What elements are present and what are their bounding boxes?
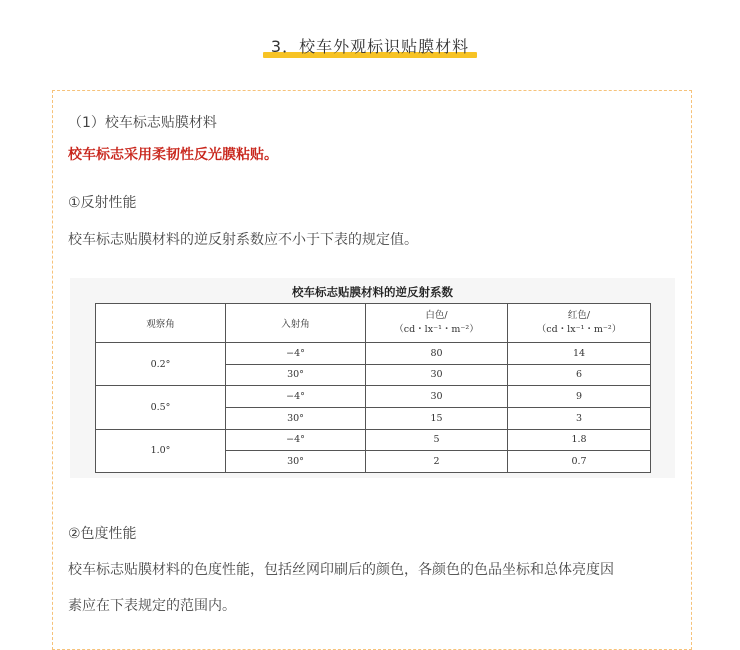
- cell-red-value: 9: [508, 386, 651, 408]
- reflect-heading: ①反射性能: [68, 195, 137, 211]
- reflectivity-table: [95, 303, 651, 473]
- reflect-description: 校车标志贴膜材料的逆反射系数应不小于下表的规定值。: [68, 232, 418, 248]
- cell-red-value: 6: [508, 364, 651, 386]
- section-title: [0, 34, 740, 57]
- section-title-text: [263, 34, 477, 57]
- header-red: [508, 304, 651, 343]
- header-white: [366, 304, 508, 343]
- cell-observation-angle: 0.2°: [96, 343, 226, 386]
- cell-observation-angle: 1.0°: [96, 429, 226, 472]
- cell-observation-angle: 0.5°: [96, 386, 226, 429]
- color-description-line2: 素应在下表规定的范围内。: [68, 598, 236, 614]
- emphasis-text: 校车标志采用柔韧性反光膜粘贴。: [68, 147, 278, 163]
- cell-red-value: 3: [508, 407, 651, 429]
- table-row: [96, 429, 651, 451]
- color-heading: ②色度性能: [68, 526, 137, 542]
- cell-incidence-angle: −4°: [226, 429, 366, 451]
- section-title-label: 3．校车外观标识贴膜材料: [270, 37, 470, 56]
- cell-white-value: 80: [366, 343, 508, 365]
- cell-incidence-angle: 30°: [226, 364, 366, 386]
- table-title: 校车标志贴膜材料的逆反射系数: [292, 285, 453, 299]
- header-observation-angle: 观察角: [96, 304, 226, 343]
- subheading: （1）校车标志贴膜材料: [68, 115, 217, 131]
- cell-red-value: 1.8: [508, 429, 651, 451]
- cell-red-value: 0.7: [508, 451, 651, 473]
- cell-white-value: 15: [366, 407, 508, 429]
- cell-white-value: 30: [366, 364, 508, 386]
- cell-incidence-angle: 30°: [226, 451, 366, 473]
- cell-incidence-angle: −4°: [226, 386, 366, 408]
- cell-white-value: 5: [366, 429, 508, 451]
- cell-white-value: 2: [366, 451, 508, 473]
- cell-incidence-angle: 30°: [226, 407, 366, 429]
- color-description-line1: 校车标志贴膜材料的色度性能，包括丝网印刷后的颜色，各颜色的色品坐标和总体亮度因: [68, 562, 614, 578]
- table-header-row: [96, 304, 651, 343]
- cell-incidence-angle: −4°: [226, 343, 366, 365]
- reflectivity-table-figure: [70, 278, 675, 478]
- cell-red-value: 14: [508, 343, 651, 365]
- header-red-label: 红色/: [567, 310, 591, 321]
- header-white-label: 白色/: [425, 310, 448, 321]
- cell-white-value: 30: [366, 386, 508, 408]
- table-row: [96, 343, 651, 365]
- header-white-unit: （cd・lx⁻¹・m⁻²）: [394, 324, 479, 335]
- header-red-unit: （cd・lx⁻¹・m⁻²）: [536, 324, 622, 335]
- table-row: [96, 386, 651, 408]
- header-incidence-angle: 入射角: [226, 304, 366, 343]
